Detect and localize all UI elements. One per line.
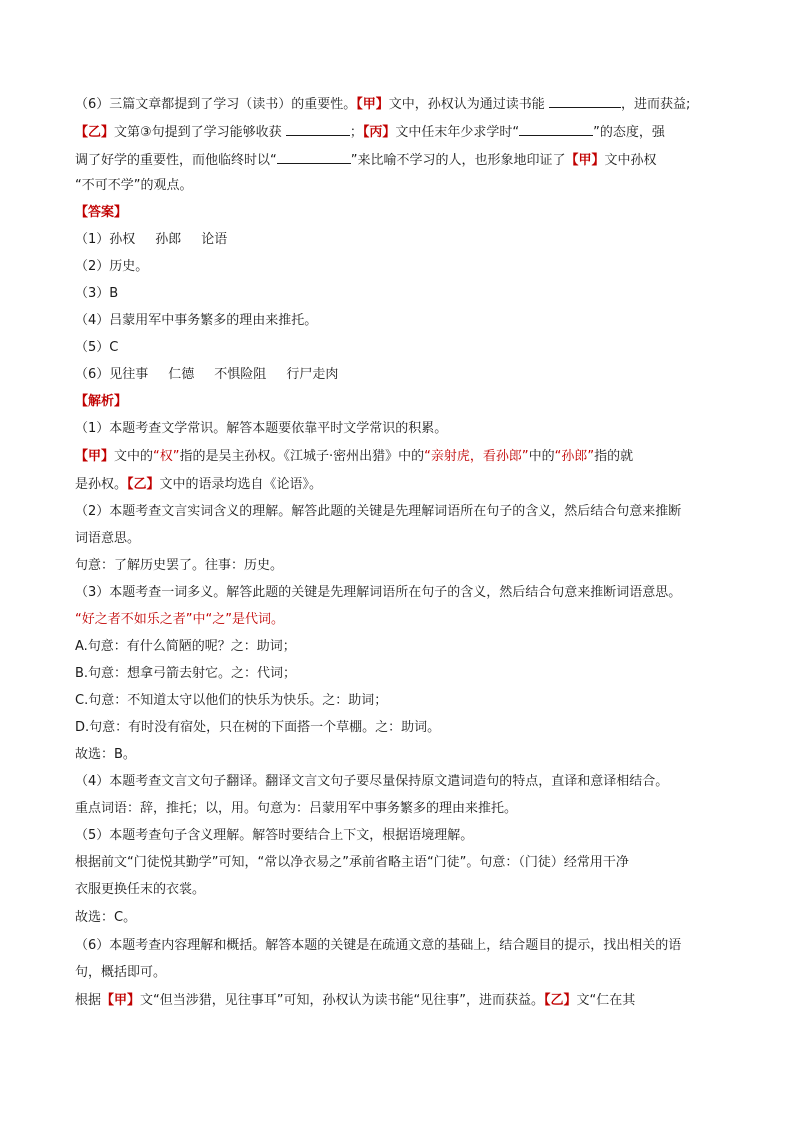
analysis-p9: A.句意：有什么简陋的呢？之：助词； xyxy=(75,639,296,654)
answer-4: （4）吕蒙用军中事务繁多的理由来推托。 xyxy=(75,313,318,328)
analysis-p4: （2）本题考查文言实词含义的理解。解答此题的关键是先理解词语所在句子的含义，然后结合句意来推断 xyxy=(75,504,682,519)
answer-5: （5）C xyxy=(75,340,119,355)
answer-6: （6）见往事 仁德 不惧险阻 行尸走肉 xyxy=(75,367,339,382)
analysis-p2: 【甲】文中的“权”指的是吴主孙权。《江城子·密州出猎》中的“亲射虎，看孙郎”中的“孙郎”指的就 xyxy=(75,449,634,464)
analysis-p17: 根据前文“门徒悦其勤学”可知，“常以净衣易之”承前省略主语“门徒”。句意：（门徒）经常用干净 xyxy=(75,855,629,870)
answer-blank-3 xyxy=(519,122,593,136)
question-6-line-2: 【乙】文第③句提到了学习能够收获 ；【丙】文中任末年少求学时“ ”的态度，强 xyxy=(75,122,725,142)
analysis-p20: （6）本题考查内容理解和概括。解答本题的关键是在疏通文意的基础上，结合题目的提示，找出相关的语 xyxy=(75,938,682,953)
analysis-p3: 是孙权。【乙】文中的语录均选自《论语》。 xyxy=(75,477,323,492)
analysis-p12: D.句意：有时没有宿处，只在树的下面搭一个草棚。之：助词。 xyxy=(75,720,441,735)
analysis-header: 【解析】 xyxy=(75,394,128,409)
analysis-p14: （4）本题考查文言文句子翻译。翻译文言文句子要尽量保持原文遣词造句的特点，直译和意译相结合。 xyxy=(75,774,669,789)
analysis-p11: C.句意：不知道太守以他们的快乐为快乐。之：助词； xyxy=(75,693,388,708)
analysis-p7: （3）本题考查一词多义。解答此题的关键是先理解词语所在句子的含义，然后结合句意来推断词语意思。 xyxy=(75,585,682,600)
question-6-line-3: 调了好学的重要性，而他临终时以“ ”来比喻不学习的人，也形象地印证了【甲】文中孙权 xyxy=(75,150,725,170)
answer-3: （3）B xyxy=(75,286,119,301)
analysis-p21: 句，概括即可。 xyxy=(75,965,167,980)
question-6-line-4: “不可不学”的观点。 xyxy=(75,178,193,193)
answer-blank-2 xyxy=(286,122,350,136)
analysis-p8: “好之者不如乐之者”中“之”是代词。 xyxy=(75,612,284,627)
analysis-p16: （5）本题考查句子含义理解。解答时要结合上下文，根据语境理解。 xyxy=(75,828,474,843)
answer-blank-4 xyxy=(277,150,351,164)
answer-blank-1 xyxy=(549,94,621,108)
analysis-p6: 句意：了解历史罢了。往事：历史。 xyxy=(75,558,284,573)
analysis-p13: 故选：B。 xyxy=(75,747,136,762)
analysis-p19: 故选：C。 xyxy=(75,910,137,925)
analysis-p5: 词语意思。 xyxy=(75,531,141,546)
answer-2: （2）历史。 xyxy=(75,259,149,274)
analysis-p10: B.句意：想拿弓箭去射它。之：代词； xyxy=(75,666,297,681)
question-6-line-1: （6）三篇文章都提到了学习（读书）的重要性。【甲】文中，孙权认为通过读书能 ，进而获益; xyxy=(75,94,725,114)
analysis-p18: 衣服更换任末的衣裳。 xyxy=(75,882,206,897)
analysis-p22: 根据【甲】文“但当涉猎，见往事耳”可知，孙权认为读书能“见往事”，进而获益。【乙】文“仁在其 xyxy=(75,993,636,1008)
analysis-p15: 重点词语：辞，推托；以，用。句意为：吕蒙用军中事务繁多的理由来推托。 xyxy=(75,801,518,816)
analysis-p1: （1）本题考查文学常识。解答本题要依靠平时文学常识的积累。 xyxy=(75,421,448,436)
answer-header: 【答案】 xyxy=(75,205,128,220)
answer-1: （1）孙权 孙郎 论语 xyxy=(75,232,228,247)
